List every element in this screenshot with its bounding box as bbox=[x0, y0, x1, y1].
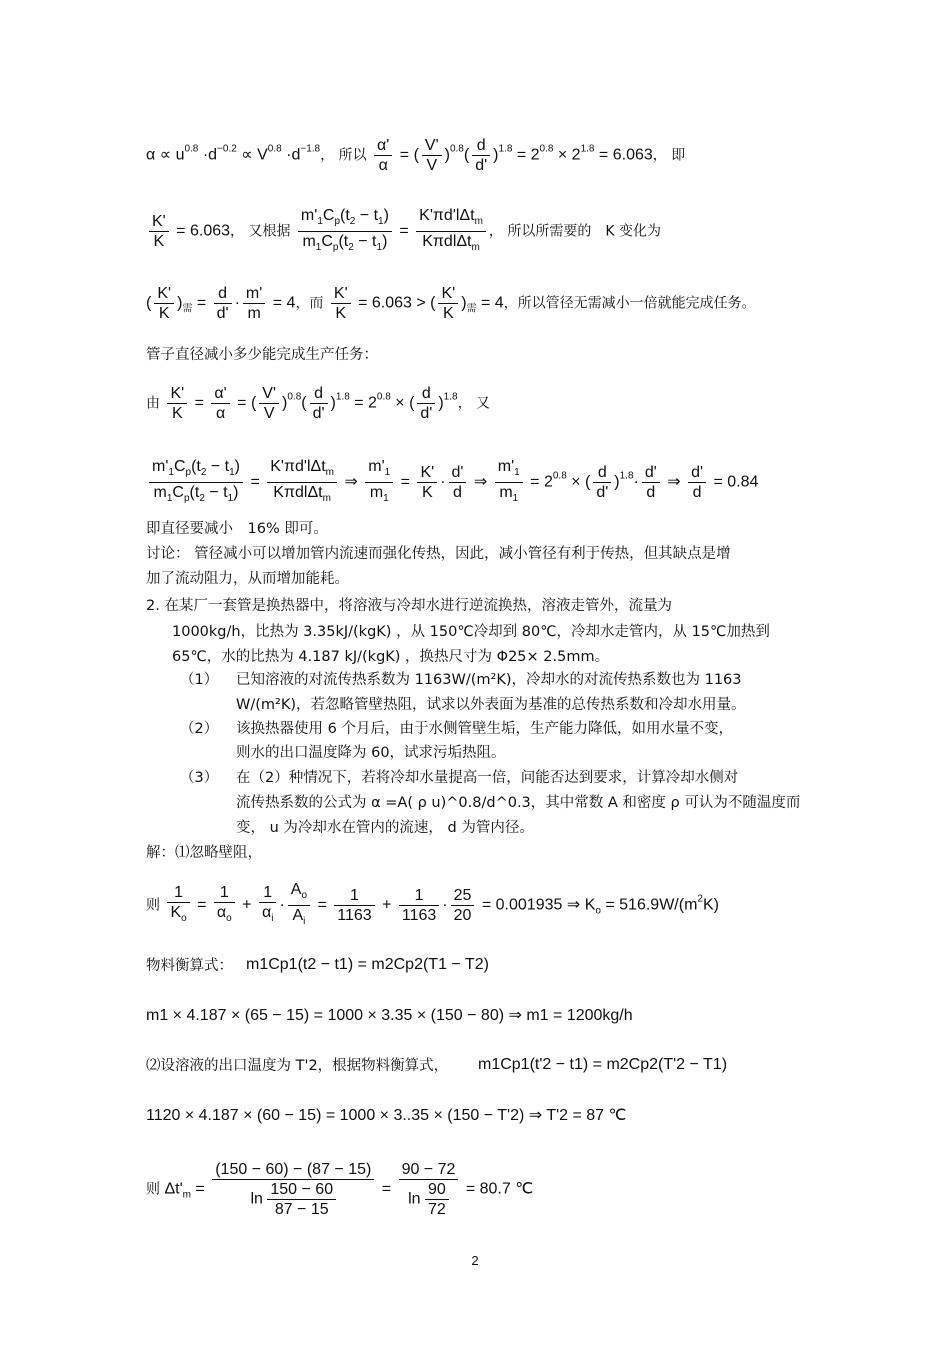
page-number: 2 bbox=[471, 1253, 479, 1268]
subquestion-3-line-c: 变， u 为冷却水在管内的流速， d 为管内径。 bbox=[236, 820, 534, 836]
discussion-line-2: 加了流动阻力，从而增加能耗。 bbox=[146, 571, 349, 587]
solution-heading: 解：⑴忽略壁阻， bbox=[146, 845, 262, 861]
subquestion-3-number: （3） bbox=[180, 770, 219, 786]
equation-outlet-temp: 1120 × 4.187 × (60 − 15) = 1000 × 3..35 × (150 − T'2) ⇒ T'2 = 87 ℃ bbox=[146, 1107, 627, 1124]
subquestion-2-line-b: 则水的出口温度降为 60，试求污垢热阻。 bbox=[236, 745, 506, 761]
problem-statement-2: 1000kg/h，比热为 3.35kJ/(kgK) ，从 150℃冷却到 80℃，冷却水走管内，从 15℃加热到 bbox=[172, 624, 770, 640]
problem-statement-1: 2. 在某厂一套管是换热器中，将溶液与冷却水进行逆流换热，溶液走管外，流量为 bbox=[146, 598, 672, 614]
equation-diameter-solution: $\frac{m'_1C_p(t_2 - t_1)}{m_1C_p(t_2 - t_1)}$ = $\frac{K'\pi d'l\Delta t_m}{K\pi dl\Delta t_m}$ ⇒ $\frac{m'_1}{m_1}$ = $\frac{K'}{K}$ · $\frac{d'}{d}$ ⇒ $\frac{m'_1}{m_1}$ = $2^{0.8}$ × ( $\frac{d}{d'}$ )$^{1.8}$· $\frac{d'}{d}$ ⇒ $\frac{d'}{d}$ = 0.84 bbox=[146, 457, 758, 508]
equation-log-mean: 则 $\Delta t'_m$ = (150 − 60) − (87 − 15) ln $\frac{150 - 60}{87 - 15}$ = 90 − 72 ln $\frac{90}{72}$ = 80.7 ℃ bbox=[146, 1161, 534, 1218]
equation-k-ratio: $\frac{K'}{K}$ = 6.063， 又根据 $\frac{m'_1C_p(t_2 - t_1)}{m_1C_p(t_2 - t_1)}$ = $\frac{K'\pi d'l\Delta t_m}{K\pi dl\Delta t_m}$ ， 所以所需要的 K 变化为 bbox=[146, 206, 661, 257]
subquestion-1-line-a: 已知溶液的对流传热系数为 1163W/(m²K)，冷却水的对流传热系数也为 1163 bbox=[236, 672, 742, 688]
equation-diameter-ratio: 由 $\frac{K'}{K}$ = $\frac{\alpha'}{\alpha}$ = ( $\frac{V'}{V}$ )$^{0.8}$( $\frac{d}{d'}$ )$^{1.8} = 2^{0.8}$ × ( $\frac{d}{d'}$ )$^{1.8}$， 又 bbox=[146, 385, 491, 422]
equation-alpha-ratio: $\alpha \propto u^{0.8} \cdot d^{-0.2} \propto V^{0.8} \cdot d^{-1.8}$， 所以 $\frac{\alpha'}{\alpha}$ = ( $\frac{V'}{V}$ )$^{0.8}$( $\frac{d}{d'}$ )$^{1.8} = 2^{0.8} \times 2^{1.8} = 6.063$， 即 bbox=[146, 137, 686, 174]
part2-equation: m1Cp1(t'2 − t1) = m2Cp2(T'2 − T1) bbox=[478, 1056, 728, 1073]
equation-ko: 则 $\frac{1}{K_o}$ = $\frac{1}{\alpha_o}$ + $\frac{1}{\alpha_i}$ · $\frac{A_o}{A_i}$ = $\frac{1}{1163}$ + $\frac{1}{1163}$ · $\frac{25}{20}$ = 0.001935 ⇒ $K_o = 516.9W/(m^2K)$ bbox=[146, 881, 719, 927]
conclusion-line: 即直径要减小 16% 即可。 bbox=[146, 521, 328, 537]
subquestion-3-line-b: 流传热系数的公式为 α =A( ρ u)^0.8/d^0.3，其中常数 A 和密度 ρ 可认为不随温度而 bbox=[236, 795, 801, 811]
subquestion-2-number: （2） bbox=[180, 721, 219, 737]
balance-equation: m1Cp1(t2 − t1) = m2Cp2(T1 − T2) bbox=[246, 956, 489, 973]
subquestion-2-line-a: 该换热器使用 6 个月后，由于水侧管壁生垢，生产能力降低，如用水量不变， bbox=[236, 721, 733, 737]
problem-statement-3: 65℃，水的比热为 4.187 kJ/(kgK) ，换热尺寸为 Φ25× 2.5mm。 bbox=[172, 649, 610, 665]
part2-label: ⑵设溶液的出口温度为 T'2，根据物料衡算式， bbox=[146, 1058, 449, 1074]
discussion-line-1: 讨论： 管径减小可以增加管内流速而强化传热，因此，减小管径有利于传热，但其缺点是增 bbox=[146, 546, 731, 562]
equation-required-k: ( $\frac{K'}{K}$ )$_需$ = $\frac{d}{d'}$ · $\frac{m'}{m}$ = 4，而 $\frac{K'}{K}$ = 6.063 > ( $\frac{K'}{K}$ )$_需 = 4$，所以管径无需减小一倍就能完成任务。 bbox=[146, 285, 756, 322]
question-line: 管子直径减小多少能完成生产任务： bbox=[146, 347, 378, 363]
subquestion-1-line-b: W/(m²K)，若忽略管壁热阻，试求以外表面为基准的总传热系数和冷却水用量。 bbox=[236, 697, 746, 713]
balance-label: 物料衡算式： bbox=[146, 958, 233, 974]
subquestion-1-number: （1） bbox=[180, 672, 219, 688]
equation-water-mass: m1 × 4.187 × (65 − 15) = 1000 × 3.35 × (150 − 80) ⇒ m1 = 1200kg/h bbox=[146, 1007, 633, 1024]
subquestion-3-line-a: 在（2）种情况下，若将冷却水量提高一倍，问能否达到要求，计算冷却水侧对 bbox=[236, 770, 739, 786]
